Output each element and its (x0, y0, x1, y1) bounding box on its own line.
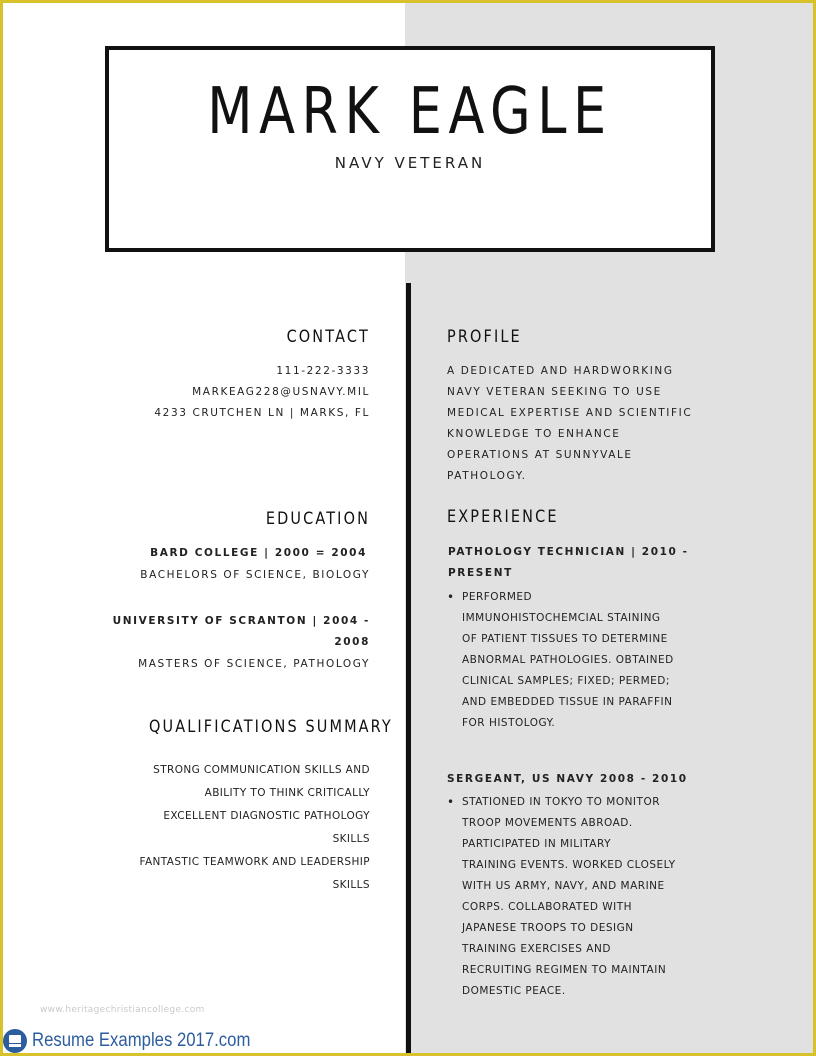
qualifications-heading: QUALIFICATIONS SUMMARY (149, 717, 393, 737)
bullet-line: CLINICAL SAMPLES; FIXED; PERMED; (462, 675, 670, 687)
bullet-line: JAPANESE TROOPS TO DESIGN (462, 922, 634, 934)
candidate-name: MARK EAGLE (207, 75, 613, 149)
qualification-line: EXCELLENT DIAGNOSTIC PATHOLOGY (163, 810, 370, 822)
education-degree: BACHELORS OF SCIENCE, BIOLOGY (140, 569, 370, 581)
candidate-title: NAVY VETERAN (334, 154, 486, 172)
bullet-line: ABNORMAL PATHOLOGIES. OBTAINED (462, 654, 674, 666)
column-divider (406, 283, 411, 1056)
bullet-line: CORPS. COLLABORATED WITH (462, 901, 633, 913)
experience-job (447, 769, 707, 1002)
bullet-line: TROOP MOVEMENTS ABROAD. (462, 817, 633, 829)
profile-heading: PROFILE (447, 327, 522, 347)
experience-job (447, 542, 707, 734)
bullet-line: IMMUNOHISTOCHEMCIAL STAINING (462, 612, 661, 624)
bullet-line: TRAINING EVENTS. WORKED CLOSELY (462, 859, 676, 871)
profile-line: A DEDICATED AND HARDWORKING (447, 365, 674, 377)
qualifications-section (110, 717, 393, 897)
bullet-line: OF PATIENT TISSUES TO DETERMINE (462, 633, 668, 645)
education-school-cont: 2008 (334, 636, 370, 648)
experience-section (447, 507, 707, 1002)
education-item (110, 543, 370, 586)
site-watermark (3, 1028, 280, 1054)
profile-line: MEDICAL EXPERTISE AND SCIENTIFIC (447, 407, 693, 419)
profile-section (447, 327, 707, 487)
job-title-cont: PRESENT (448, 567, 513, 579)
bullet-line: AND EMBEDDED TISSUE IN PARAFFIN (462, 696, 673, 708)
bullet-line: STATIONED IN TOKYO TO MONITOR (462, 796, 661, 808)
profile-line: NAVY VETERAN SEEKING TO USE (447, 386, 662, 398)
profile-line: KNOWLEDGE TO ENHANCE (447, 428, 621, 440)
profile-line: OPERATIONS AT SUNNYVALE (447, 449, 633, 461)
profile-line: PATHOLOGY. (447, 470, 527, 482)
bullet-line: PERFORMED (462, 591, 533, 603)
job-bullets (447, 792, 707, 1002)
bullet-line: PARTICIPATED IN MILITARY (462, 838, 612, 850)
education-item (110, 611, 370, 675)
bullet-line: TRAINING EXERCISES AND (462, 943, 611, 955)
education-degree: MASTERS OF SCIENCE, PATHOLOGY (138, 658, 370, 670)
contact-phone: 111-222-3333 (276, 365, 370, 377)
qualification-line: ABILITY TO THINK CRITICALLY (204, 787, 370, 799)
job-bullet (447, 792, 707, 1002)
contact-email: MARKEAG228@USNAVY.MIL (192, 386, 370, 398)
qualification-line: SKILLS (332, 833, 370, 845)
resume-logo-icon (3, 1029, 27, 1053)
job-title: PATHOLOGY TECHNICIAN | 2010 - (448, 546, 689, 558)
qualification-line: SKILLS (332, 879, 370, 891)
experience-heading: EXPERIENCE (447, 507, 559, 527)
bullet-line: RECRUITING REGIMEN TO MAINTAIN (462, 964, 667, 976)
job-bullet (447, 587, 707, 734)
faint-watermark-url: www.heritagechristiancollege.com (40, 1005, 205, 1015)
name-header-box (105, 46, 715, 252)
bullet-line: WITH US ARMY, NAVY, AND MARINE (462, 880, 665, 892)
qualification-line: FANTASTIC TEAMWORK AND LEADERSHIP (139, 856, 370, 868)
contact-address: 4233 CRUTCHEN LN | MARKS, FL (154, 407, 370, 419)
education-section (110, 509, 370, 675)
education-school: UNIVERSITY OF SCRANTON | 2004 - (112, 615, 370, 627)
watermark-text: Resume Examples 2017.com (32, 1030, 251, 1051)
bullet-line: DOMESTIC PEACE. (462, 985, 566, 997)
education-heading: EDUCATION (265, 509, 370, 529)
education-school: BARD COLLEGE | 2000 = 2004 (150, 547, 367, 559)
job-title: SERGEANT, US NAVY 2008 - 2010 (447, 773, 688, 785)
qualification-line: STRONG COMMUNICATION SKILLS AND (153, 764, 370, 776)
contact-section (110, 327, 370, 424)
job-bullets (447, 587, 707, 734)
contact-heading: CONTACT (286, 327, 370, 347)
bullet-line: FOR HISTOLOGY. (462, 717, 556, 729)
